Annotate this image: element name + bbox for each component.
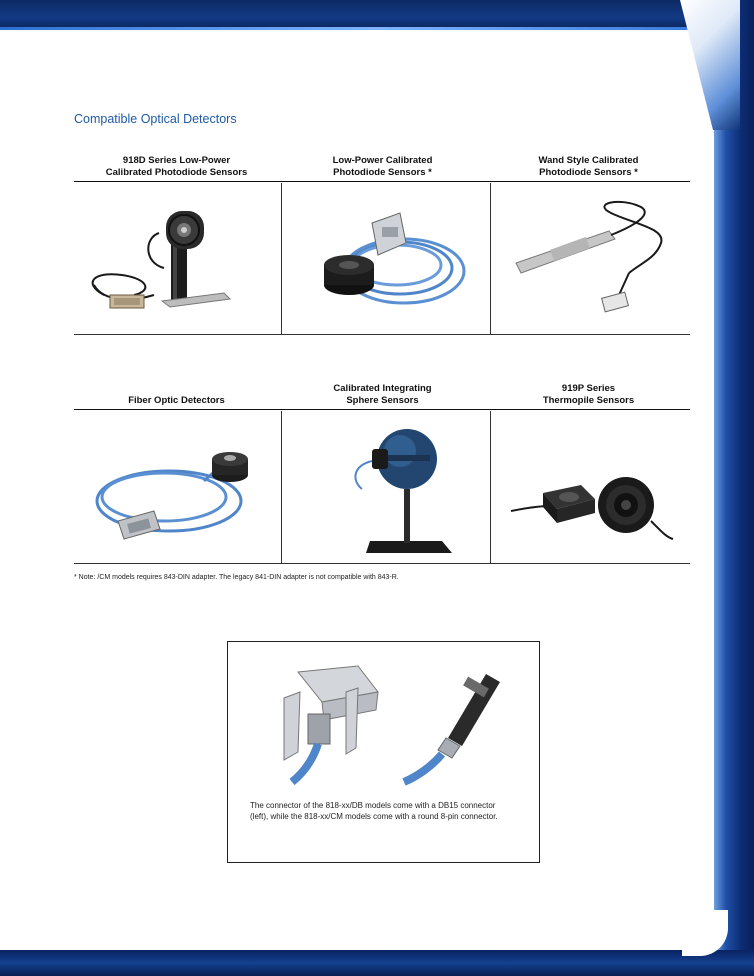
header-line: Photodiode Sensors * bbox=[539, 167, 638, 178]
header-integrating-sphere bbox=[280, 381, 485, 409]
section-heading: Compatible Optical Detectors bbox=[74, 112, 237, 126]
caption-line: The connector of the 818-xx/DB models come with a DB15 connector bbox=[250, 801, 496, 810]
header-line: Fiber Optic Detectors bbox=[128, 395, 225, 406]
header-918d bbox=[74, 153, 279, 181]
header-line: Wand Style Calibrated bbox=[538, 155, 639, 166]
header-line: Low-Power Calibrated bbox=[332, 155, 433, 166]
photo-thermopile-sensors bbox=[491, 411, 699, 563]
photo-low-power-sensor bbox=[282, 183, 490, 334]
header-line: 918D Series Low-Power bbox=[122, 155, 231, 166]
connector-caption bbox=[250, 800, 520, 822]
photo-fiber-optic-detector bbox=[74, 411, 282, 563]
header-row-1 bbox=[74, 153, 690, 182]
image-row-1 bbox=[74, 183, 690, 335]
bottom-decorative-band bbox=[0, 950, 754, 976]
header-low-power bbox=[280, 153, 485, 181]
photo-wand-sensor bbox=[491, 183, 699, 334]
image-row-2 bbox=[74, 411, 690, 564]
header-fiber-optic bbox=[74, 381, 279, 409]
header-line: Thermopile Sensors bbox=[542, 395, 635, 406]
photo-integrating-sphere bbox=[282, 411, 490, 563]
header-line: Sphere Sensors bbox=[346, 395, 419, 406]
header-line: Calibrated Photodiode Sensors bbox=[105, 167, 248, 178]
header-line: Photodiode Sensors * bbox=[333, 167, 432, 178]
top-decorative-band bbox=[0, 0, 754, 30]
compatibility-note: * Note: /CM models requires 843-DIN adapter. The legacy 841-DIN adapter is not compatible with 843-R. bbox=[74, 574, 399, 581]
header-wand bbox=[486, 153, 691, 181]
header-line: 919P Series bbox=[561, 383, 616, 394]
right-decorative-band bbox=[714, 0, 754, 976]
caption-line: (left), while the 818-xx/CM models come with a round 8-pin connector. bbox=[250, 812, 498, 821]
photo-connectors bbox=[228, 642, 539, 792]
photo-918d-sensor bbox=[74, 183, 282, 334]
connector-figure-box bbox=[227, 641, 540, 863]
header-row-2 bbox=[74, 381, 690, 410]
header-line: Calibrated Integrating bbox=[333, 383, 432, 394]
header-thermopile bbox=[486, 381, 691, 409]
